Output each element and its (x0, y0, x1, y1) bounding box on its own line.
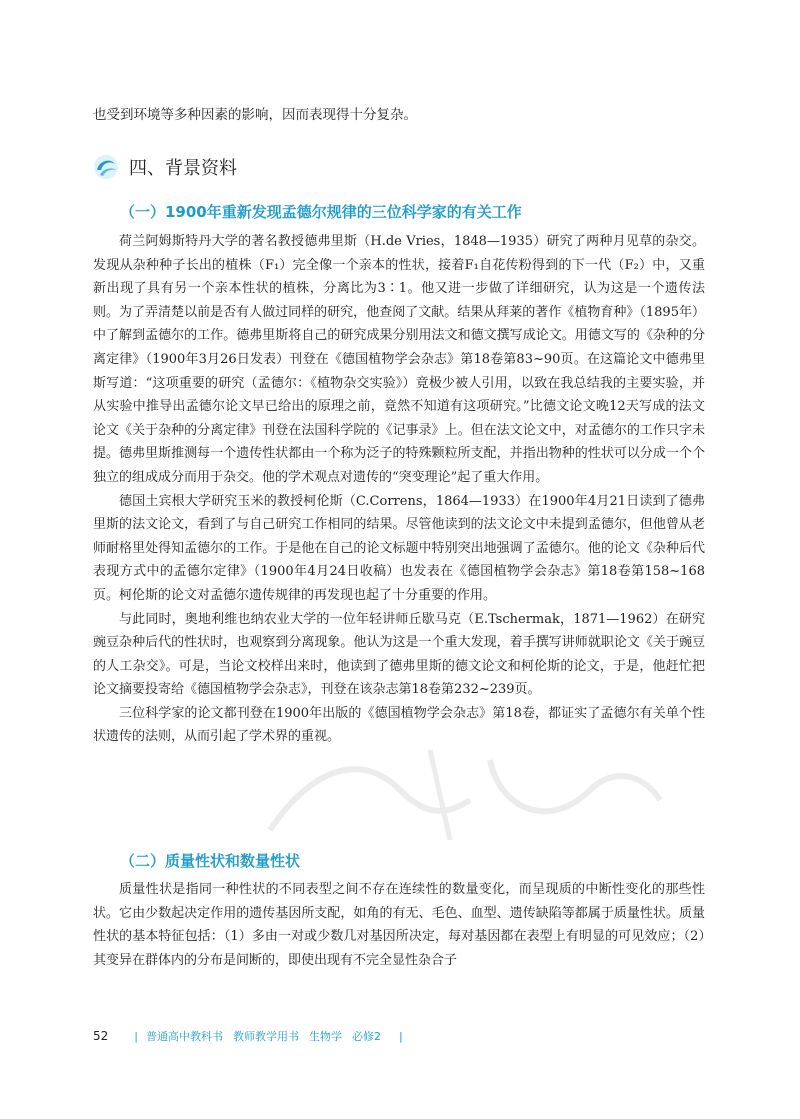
footer-series: 普通高中教科书 (146, 1030, 223, 1043)
paragraph: 质量性状是指同一种性状的不同表型之间不存在连续性的数量变化，而呈现质的中断性变化的那些性状。它由少数起决定作用的遗传基因所支配，如角的有无、毛色、血型、遗传缺陷等都属于质量性状。质量性状的基本特征包括：（1）多由一对或少数几对基因所决定，每对基因都在表型上有明显的可见效应；（2）其变异在群体内的分布是间断的，即使出现有不完全显性杂合子 (93, 882, 705, 968)
paragraph: 荷兰阿姆斯特丹大学的著名教授德弗里斯（H.de Vries，1848—1935）研究了两种月见草的杂交。发现从杂种种子长出的植株（F₁）完全像一个亲本的性状，接着F₁自花传粉得到的下一代（F₂）中，又重新出现了具有另一个亲本性状的植株，分离比为3∶1。他又进一步做了详细研究，认为这是一个遗传法则。为了弄清楚以前是否有人做过同样的研究，他查阅了文献。结果从拜莱的著作《植物育种》（1895年）中了解到孟德尔的工作。德弗里斯将自己的研究成果分别用法文和德文撰写成论文。用德文写的《杂种的分离定律》（1900年3月26日发表）刊登在《德国植物学会杂志》第18卷第83~90页。在这篇论文中德弗里斯写道：“这项重要的研究（孟德尔：《植物杂交实验》）竟极少被人引用，以致在我总结我的主要实验，并从实验中推导出孟德尔论文早已给出的原理之前，竟然不知道有这项研究。”比德文论文晚12天写成的法文论文《关于杂种的分离定律》刊登在法国科学院的《记事录》上。但在法文论文中，对孟德尔的工作只字未提。德弗里斯推测每一个遗传性状都由一个称为泛子的特殊颗粒所支配，并指出物种的性状可以分成一个个独立的组成成分而用于杂交。他的学术观点对遗传的“突变理论”起了重大作用。 (93, 234, 705, 485)
subsection-title: （一）1900年重新发现孟德尔规律的三位科学家的有关工作 (120, 203, 522, 221)
subsection-title: （二）质量性状和数量性状 (120, 852, 301, 870)
footer-volume: 必修2 (352, 1030, 381, 1043)
footer-subject: 生物学 (309, 1030, 342, 1043)
section-header (93, 152, 237, 182)
paragraph: 三位科学家的论文都刊登在1900年出版的《德国植物学会杂志》第18卷，都证实了孟德尔有关单个性状遗传的法则，从而引起了学术界的重视。 (93, 705, 705, 745)
footer-book-type: 教师教学用书 (233, 1030, 299, 1043)
paragraph: 与此同时，奥地利维也纳农业大学的一位年轻讲师丘歇马克（E.Tschermak，1871—1962）在研究豌豆杂种后代的性状时，也观察到分离现象。他认为这是一个重大发现，着手撰写讲师就职论文《关于豌豆的人工杂交》。可是，当论文校样出来时，他读到了德弗里斯的德文论文和柯伦斯的论文，于是，他赶忙把论文摘要投寄给《德国植物学会杂志》，刊登在该杂志第18卷第232~239页。 (93, 611, 705, 698)
paragraph: 德国土宾根大学研究玉米的教授柯伦斯（C.Correns，1864—1933）在1900年4月21日读到了德弗里斯的法文论文，看到了与自己研究工作相同的结果。尽管他读到的法文论文中未提到孟德尔，但他曾从老师耐格里处得知孟德尔的工作。于是他在自己的论文标题中特别突出地强调了孟德尔。他的论文《杂种后代表现方式中的孟德尔定律》（1900年4月24日收稿）也发表在《德国植物学会杂志》第18卷第158~168页。柯伦斯的论文对孟德尔遗传规律的再发现也起了十分重要的作用。 (93, 493, 705, 603)
subsection-body (93, 230, 705, 749)
subsection-body (93, 878, 705, 972)
page-number: 52 (93, 1029, 109, 1043)
section-title: 四、背景资料 (129, 158, 237, 179)
page-footer (93, 1026, 411, 1046)
footer-divider: | (399, 1029, 403, 1043)
swirl-icon (93, 154, 119, 180)
intro-line: 也受到环境等多种因素的影响，因而表现得十分复杂。 (93, 107, 417, 123)
footer-divider: | (134, 1029, 138, 1043)
